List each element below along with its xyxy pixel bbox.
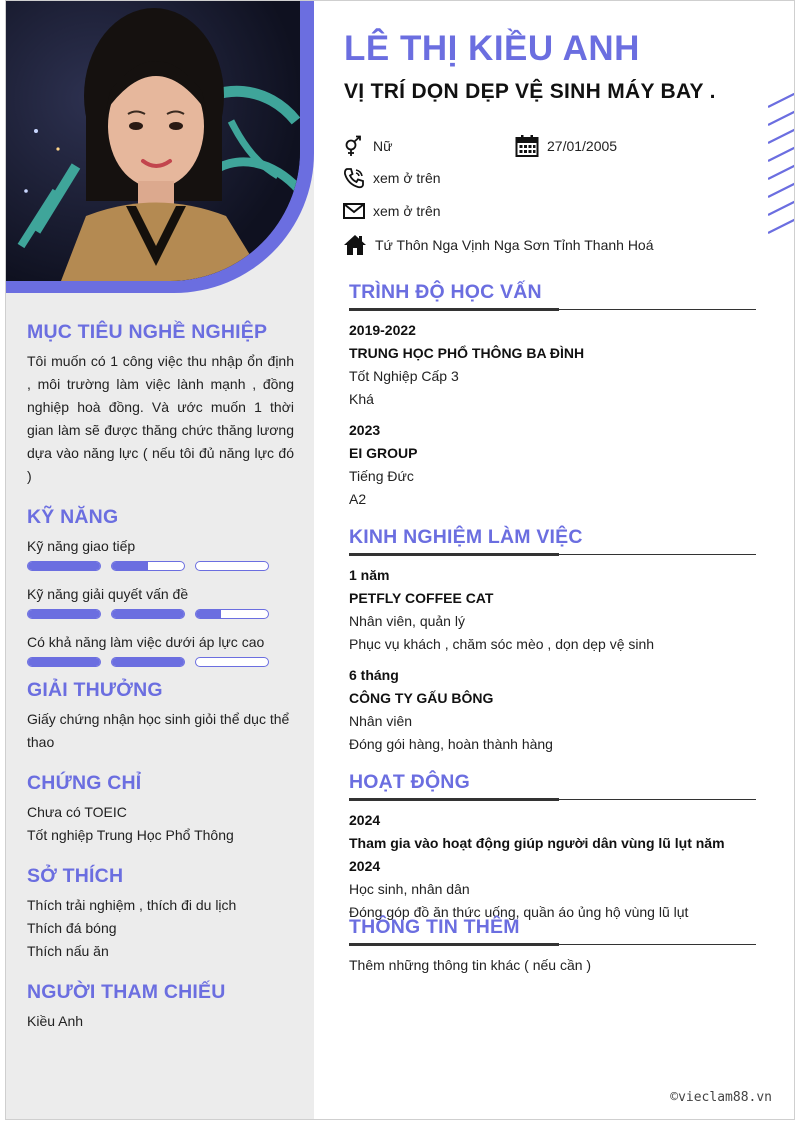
entry-time: 2023 — [349, 422, 381, 438]
additional-section — [349, 914, 756, 977]
phone-value: xem ở trên — [373, 170, 441, 186]
education-entry — [349, 319, 756, 411]
experience-entry — [349, 564, 756, 656]
skills-title: KỸ NĂNG — [27, 506, 119, 528]
entry-time: 2024 — [349, 812, 381, 828]
references-section — [27, 981, 294, 1033]
skill-bar-fill — [112, 610, 184, 618]
skills-section — [27, 506, 294, 667]
hobbies-section — [27, 865, 294, 963]
skill-bar — [27, 561, 101, 571]
email-row — [343, 200, 441, 222]
left-content — [27, 321, 294, 1051]
envelope-icon — [343, 200, 365, 222]
skill-level-bars — [27, 609, 294, 619]
skill-bar — [195, 609, 269, 619]
decorative-stripes — [768, 93, 795, 243]
skill-item — [27, 631, 294, 667]
skill-bar — [195, 561, 269, 571]
hobby-item: Thích đá bóng — [27, 920, 117, 936]
skill-name: Kỹ năng giải quyết vấn đề — [27, 586, 189, 602]
skill-bar — [111, 609, 185, 619]
awards-section — [27, 679, 294, 754]
candidate-name: LÊ THỊ KIỀU ANH — [344, 29, 640, 68]
skill-bar — [27, 657, 101, 667]
section-divider — [349, 554, 756, 556]
gender-value: Nữ — [373, 138, 393, 154]
skill-bar — [111, 657, 185, 667]
hobby-item: Thích trải nghiệm , thích đi du lịch — [27, 897, 237, 913]
awards-title: GIẢI THƯỞNG — [27, 679, 163, 701]
section-divider — [349, 944, 756, 946]
skill-level-bars — [27, 657, 294, 667]
section-divider — [349, 309, 756, 311]
skill-item — [27, 583, 294, 619]
entry-org: EI GROUP — [349, 445, 418, 461]
education-title: TRÌNH ĐỘ HỌC VẤN — [349, 281, 542, 303]
activities-title: HOẠT ĐỘNG — [349, 771, 470, 793]
certificates-title: CHỨNG CHỈ — [27, 772, 142, 794]
home-icon — [343, 233, 367, 257]
footer-brand: ©vieclam88.vn — [670, 1090, 772, 1105]
objective-section — [27, 321, 294, 488]
gender-row — [343, 135, 392, 157]
activities-section — [349, 769, 756, 932]
entry-role: Học sinh, nhân dân — [349, 881, 470, 897]
activity-entry — [349, 809, 756, 924]
gender-icon — [343, 135, 365, 157]
entry-org: Tham gia vào hoạt động giúp người dân vùng lũ lụt năm 2024 — [349, 835, 725, 874]
objective-title: MỤC TIÊU NGHỀ NGHIỆP — [27, 321, 268, 343]
certificate-item: Chưa có TOEIC — [27, 804, 127, 820]
entry-role: Nhân viên, quản lý — [349, 613, 465, 629]
references-title: NGƯỜI THAM CHIẾU — [27, 981, 226, 1003]
experience-section — [349, 524, 756, 764]
cv-page — [5, 0, 795, 1120]
address-row — [343, 233, 654, 257]
birthday-value: 27/01/2005 — [547, 138, 618, 154]
entry-desc: Khá — [349, 391, 374, 407]
skill-item — [27, 535, 294, 571]
hobbies-title: SỞ THÍCH — [27, 865, 124, 887]
skill-name: Có khả năng làm việc dưới áp lực cao — [27, 634, 265, 650]
phone-row — [343, 167, 441, 189]
entry-time: 6 tháng — [349, 667, 399, 683]
skill-bar — [27, 609, 101, 619]
awards-text: Giấy chứng nhận học sinh giỏi thể dục thể thao — [27, 711, 290, 750]
entry-time: 1 năm — [349, 567, 390, 583]
skill-bar — [195, 657, 269, 667]
skill-bar-fill — [28, 610, 100, 618]
candidate-position: VỊ TRÍ DỌN DẸP VỆ SINH MÁY BAY . — [344, 80, 716, 103]
calendar-icon — [515, 134, 539, 158]
skill-bar-fill — [112, 658, 184, 666]
entry-role: Tốt Nghiệp Cấp 3 — [349, 368, 459, 384]
certificates-section — [27, 772, 294, 847]
education-entry — [349, 419, 756, 511]
reference-item: Kiều Anh — [27, 1013, 84, 1029]
birthday-row — [515, 134, 617, 158]
skill-bar-fill — [196, 610, 221, 618]
skill-bar-fill — [28, 562, 100, 570]
address-value: Tứ Thôn Nga Vịnh Nga Sơn Tỉnh Thanh Hoá — [375, 237, 654, 253]
entry-org: PETFLY COFFEE CAT — [349, 590, 494, 606]
entry-org: TRUNG HỌC PHỔ THÔNG BA ĐÌNH — [349, 345, 585, 361]
education-section — [349, 279, 756, 519]
skill-bar-fill — [112, 562, 148, 570]
entry-desc: A2 — [349, 491, 367, 507]
skill-name: Kỹ năng giao tiếp — [27, 538, 136, 554]
objective-text: Tôi muốn có 1 công việc thu nhập ổn định , môi trường làm việc lành mạnh , đồng nghiệp hoà đồng. Và ước muốn 1 thời gian làm sẽ được thăng chức thăng lương dựa vào năng lực ( nếu tôi đủ năng lực đó ) — [27, 353, 294, 484]
entry-desc: Đóng gói hàng, hoàn thành hàng — [349, 736, 553, 752]
avatar-frame — [6, 1, 314, 293]
entry-desc: Đóng góp đồ ăn thức uống, quần áo ủng hộ vùng lũ lụt — [349, 904, 689, 920]
hobby-item: Thích nấu ăn — [27, 943, 109, 959]
skill-bar-fill — [28, 658, 100, 666]
phone-icon — [343, 167, 365, 189]
experience-title: KINH NGHIỆM LÀM VIỆC — [349, 526, 583, 548]
certificate-item: Tốt nghiệp Trung Học Phổ Thông — [27, 827, 234, 843]
entry-org: CÔNG TY GẤU BÔNG — [349, 690, 494, 706]
entry-time: 2019-2022 — [349, 322, 416, 338]
additional-text: Thêm những thông tin khác ( nếu cần ) — [349, 957, 592, 973]
skill-level-bars — [27, 561, 294, 571]
entry-role: Tiếng Đức — [349, 468, 414, 484]
experience-entry — [349, 664, 756, 756]
entry-desc: Phục vụ khách , chăm sóc mèo , dọn dẹp vệ sinh — [349, 636, 655, 652]
additional-title: THÔNG TIN THÊM — [349, 916, 520, 938]
skill-bar — [111, 561, 185, 571]
email-value: xem ở trên — [373, 203, 441, 219]
section-divider — [349, 799, 756, 801]
avatar — [6, 1, 300, 281]
entry-role: Nhân viên — [349, 713, 413, 729]
